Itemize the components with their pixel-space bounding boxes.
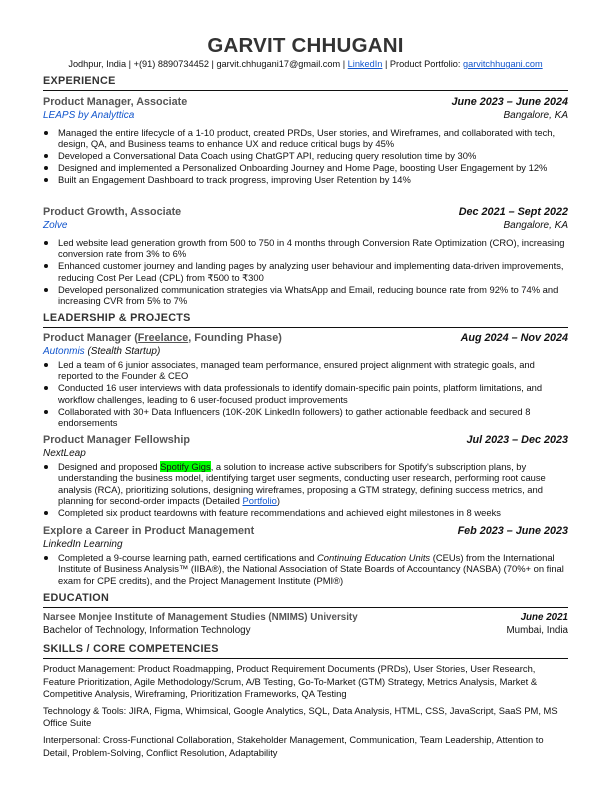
job-location: Bangalore, KA xyxy=(503,110,568,121)
email: garvit.chhugani17@gmail.com xyxy=(216,59,341,69)
highlighted-text: Spotify Gigs xyxy=(160,461,211,472)
bullet-list xyxy=(43,359,568,428)
portfolio-label: Product Portfolio: xyxy=(389,59,461,69)
company-name: Zolve xyxy=(43,220,68,231)
job-date: Dec 2021 – Sept 2022 xyxy=(458,206,568,218)
contact-line xyxy=(43,59,568,69)
school-name: Narsee Monjee Institute of Management Studies (NMIMS) University xyxy=(43,612,358,623)
candidate-name: GARVIT CHHUGANI xyxy=(207,34,404,57)
section-heading-leadership: LEADERSHIP & PROJECTS xyxy=(43,312,568,328)
project-date: Jul 2023 – Dec 2023 xyxy=(466,434,568,446)
bullet-item: Designed and implemented a Personalized Onboarding Journey and Home Page, boosting User Engagement by 12% xyxy=(43,162,568,173)
education-entry xyxy=(43,612,568,636)
title-part: Product Manager ( xyxy=(43,332,138,344)
project-title: Product Manager Fellowship xyxy=(43,434,190,446)
linkedin-link[interactable]: LinkedIn xyxy=(347,59,383,69)
job-date: June 2023 – June 2024 xyxy=(451,96,568,108)
portfolio-link[interactable]: garvitchhugani.com xyxy=(462,59,543,69)
job-title: Product Manager, Associate xyxy=(43,96,188,108)
bullet-list xyxy=(43,237,568,306)
bullet-item: Enhanced customer journey and landing pages by analyzing user behaviour and implementing data-driven improvements, reducing Cost Per Lead (CPL) from ₹500 to ₹300 xyxy=(43,260,568,283)
section-heading-skills: SKILLS / CORE COMPETENCIES xyxy=(43,643,568,659)
separator: | xyxy=(382,59,390,69)
job-location: Bangalore, KA xyxy=(503,220,568,231)
org-name: NextLeap xyxy=(43,448,86,459)
bullet-item: Developed a Conversational Data Coach using ChatGPT API, reducing query resolution time by 30% xyxy=(43,150,568,161)
title-freelance: Freelance xyxy=(137,332,189,344)
bullet-list xyxy=(43,552,568,586)
section-heading-education: EDUCATION xyxy=(43,592,568,608)
bullet-list xyxy=(43,127,568,186)
bullet-item: Completed six product teardowns with feature recommendations and achieved eight milestones in 8 weeks xyxy=(43,507,568,518)
org-note: (Stealth Startup) xyxy=(84,346,161,357)
bullet-item: Collaborated with 30+ Data Influencers (10K-20K LinkedIn followers) to gather actionable feedback and secured 8 endorsements xyxy=(43,406,568,429)
skills-list xyxy=(43,663,568,763)
title-part: , Founding Phase) xyxy=(188,332,282,344)
job-entry xyxy=(43,96,568,186)
project-date: Feb 2023 – June 2023 xyxy=(457,525,568,537)
project-entry xyxy=(43,525,568,587)
project-title: Explore a Career in Product Management xyxy=(43,525,255,537)
degree: Bachelor of Technology, Information Technology xyxy=(43,625,251,636)
bullet-item: Developed personalized communication strategies via WhatsApp and Email, reducing bounce rate from 92% to 74% and increasing CVR from 5% to 7% xyxy=(43,284,568,307)
bullet-item: Led a team of 6 junior associates, managed team performance, ensured project alignment with strategic goals, and reported to the Founder & CEO xyxy=(43,359,568,382)
bullet-item: Built an Engagement Dashboard to track progress, improving User Retention by 14% xyxy=(43,174,568,185)
school-location: Mumbai, India xyxy=(506,625,568,636)
skill-group-product: Product Management: Product Roadmapping, Product Requirement Documents (PRDs), User Stories, User Research, Feature Prioritization, Agile Methodology/Scrum, A/B Testing, Go-To-Market (GTM) Strategy, Metrics Analysis, Market & Competitive Analysis, Wireframing, Prioritization Frameworks, QA Testing xyxy=(43,663,538,700)
job-title: Product Growth, Associate xyxy=(43,206,182,218)
org-name: LinkedIn Learning xyxy=(43,539,123,550)
bullet-list xyxy=(43,461,568,519)
section-heading-experience: EXPERIENCE xyxy=(43,75,568,91)
org-name: Autonmis xyxy=(43,346,85,357)
bullet-item: Completed a 9-course learning path, earned certifications and Continuing Education Units (CEUs) from the International Institute of Business Analysis™ (IIBA®), the National Association of State Boards of Accountancy (NASBA) (70%+ on final exam for CPE credits), and the Project Management Institute (PMI®) xyxy=(43,552,568,586)
separator: | xyxy=(208,59,217,69)
separator: | xyxy=(340,59,348,69)
project-entry xyxy=(43,332,568,429)
italic-text: Continuing Education Units xyxy=(317,552,431,563)
bullet-item: Designed and proposed Spotify Gigs, a solution to increase active subscribers for Spotify's subscription plans, by understanding the business model, identifying target user segments, conducting user research, performing root cause analysis (RCA), prioritizing solutions, designing wireframes, proposing a GTM strategy, defining success metrics, and planning for second-order impacts (Detailed Portfolio) xyxy=(43,461,568,507)
project-entry xyxy=(43,434,568,519)
skill-group-tech: Technology & Tools: JIRA, Figma, Whimsical, Google Analytics, SQL, Data Analysis, HTML, CSS, JavaScript, SaaS PM, MS Office Suite xyxy=(43,704,558,729)
bullet-item: Managed the entire lifecycle of a 1-10 product, created PRDs, User stories, and Wireframes, and collaborated with tech, design, QA, and Business teams to enhance UX and reduce critical bugs by 45% xyxy=(43,127,568,150)
phone: +(91) 8890734452 xyxy=(133,59,209,69)
skill-group-interpersonal: Interpersonal: Cross-Functional Collaboration, Stakeholder Management, Communication, Team Leadership, Attention to Detail, Problem-Solving, Conflict Resolution, Adaptability xyxy=(43,733,544,758)
project-date: Aug 2024 – Nov 2024 xyxy=(460,332,568,344)
bullet-item: Conducted 16 user interviews with data professionals to identify domain-specific pain points, platform limitations, and workflow challenges, leading to 6 user-focused product improvements xyxy=(43,382,568,405)
bullet-item: Led website lead generation growth from 500 to 750 in 4 months through Conversion Rate Optimization (CRO), increasing conversion rate from 3% to 6% xyxy=(43,237,568,260)
company-name: LEAPS by Analyttica xyxy=(43,110,135,121)
job-entry xyxy=(43,206,568,307)
separator: | xyxy=(126,59,134,69)
graduation-date: June 2021 xyxy=(520,612,568,623)
portfolio-inline-link[interactable]: Portfolio xyxy=(242,495,277,507)
location: Jodhpur, India xyxy=(68,59,127,69)
project-title xyxy=(43,332,282,344)
